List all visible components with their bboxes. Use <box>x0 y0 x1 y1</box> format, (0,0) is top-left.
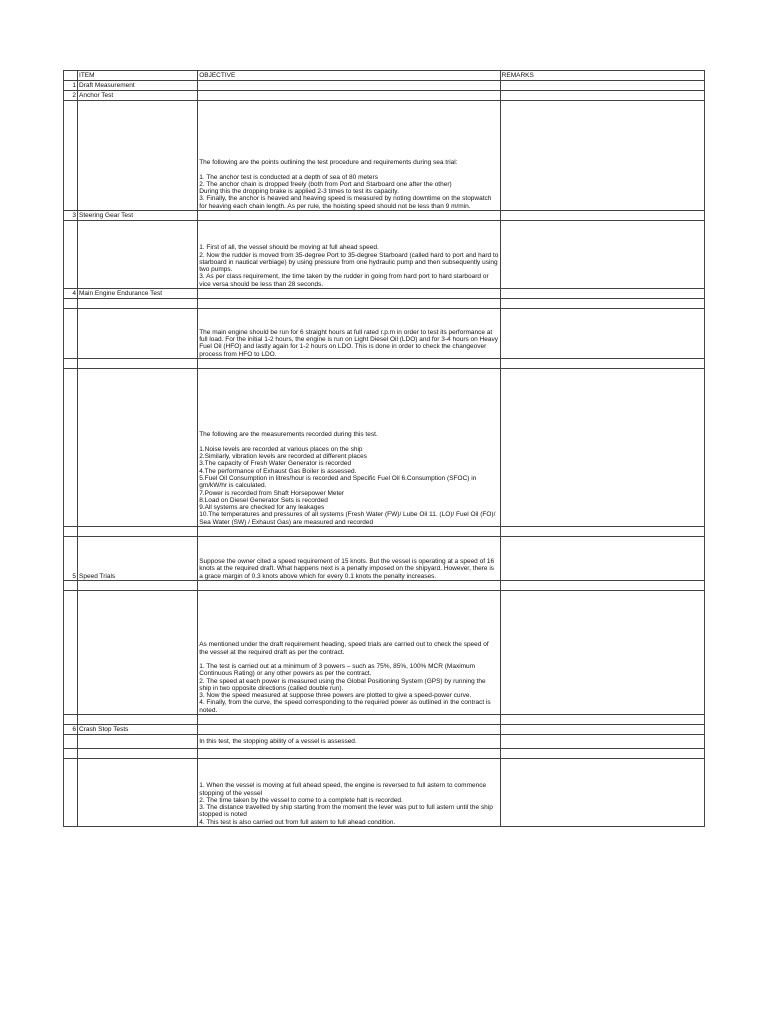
remarks-cell[interactable] <box>500 211 704 221</box>
remarks-cell[interactable] <box>500 537 704 581</box>
row-number <box>64 581 78 591</box>
objective-line: 1. When the vessel is moving at full ahead speed, the engine is reversed to full astern to commence stopping of the vessel <box>199 782 487 797</box>
objective-line: 1. The test is carried out at a minimum of 3 powers – such as 75%, 85%, 100% MCR (Maximum Continuous Rating) or any other powers as per the contract. <box>199 662 476 678</box>
row-number: 3 <box>64 211 78 221</box>
table-row <box>64 211 705 221</box>
row-number <box>64 221 78 289</box>
table-row <box>64 91 705 101</box>
objective-cell[interactable]: In this test, the stopping ability of a vessel is assessed. <box>198 735 500 749</box>
objective-line: 2.Similarly, vibration levels are recorded at different places <box>199 453 367 461</box>
item-cell[interactable]: Main Engine Endurance Test <box>78 289 198 299</box>
objective-line: 4.The performance of Exhaust Gas Boiler is assessed. <box>199 467 357 475</box>
objective-cell[interactable] <box>198 591 500 715</box>
row-number <box>64 527 78 537</box>
item-cell[interactable] <box>78 359 198 369</box>
objective-line: 4. This test is also carried out from full astern to full ahead condition. <box>199 818 396 826</box>
header-objective-cell[interactable]: OBJECTIVE <box>198 71 500 81</box>
objective-cell[interactable] <box>198 309 500 359</box>
header-remarks-cell[interactable]: REMARKS <box>500 71 704 81</box>
row-number: 1 <box>64 81 78 91</box>
table-row <box>64 527 705 537</box>
item-cell[interactable] <box>78 581 198 591</box>
remarks-cell[interactable] <box>500 581 704 591</box>
remarks-cell[interactable] <box>500 101 704 211</box>
item-cell[interactable] <box>78 369 198 527</box>
table-row <box>64 715 705 725</box>
table-row <box>64 289 705 299</box>
item-cell[interactable] <box>78 735 198 749</box>
table-row <box>64 81 705 91</box>
objective-cell[interactable] <box>198 537 500 581</box>
remarks-cell[interactable] <box>500 369 704 527</box>
table-row <box>64 725 705 735</box>
remarks-cell[interactable] <box>500 309 704 359</box>
objective-line: 3. Finally, the anchor is heaved and heaving speed is measured by noting downtime on the stopwatch for heaving each chain length. As per rule, the hoisting speed should not be less than 9 m/min. <box>199 195 492 210</box>
item-cell[interactable]: Steering Gear Test <box>78 211 198 221</box>
table-row <box>64 759 705 827</box>
objective-text: Suppose the owner cited a speed requirement of 15 knots. But the vessel is operating at a speed of 16 knots at the required draft. What happens next is a penalty imposed on the shipyard. However, there is a grace margin of 0.3 knots above which for every 0.1 knots the penalty increases. <box>199 558 495 580</box>
remarks-cell[interactable] <box>500 289 704 299</box>
remarks-cell[interactable] <box>500 725 704 735</box>
objective-cell[interactable] <box>198 759 500 827</box>
objective-cell[interactable] <box>198 359 500 369</box>
table-row <box>64 581 705 591</box>
row-number <box>64 369 78 527</box>
objective-line: 1. The anchor test is conducted at a depth of sea of 80 meters <box>199 173 378 181</box>
header-num-cell <box>64 71 78 81</box>
remarks-cell[interactable] <box>500 715 704 725</box>
objective-intro: The following are the points outlining the test procedure and requirements during sea trial: <box>199 159 458 167</box>
objective-line: 4. Finally, from the curve, the speed corresponding to the required power as outlined in the contract is noted. <box>199 699 491 714</box>
table-row <box>64 221 705 289</box>
table-row <box>64 309 705 359</box>
objective-text: The main engine should be run for 6 straight hours at full rated r.p.m in order to test its performance at full load. For the initial 1-2 hours, the engine is run on Light Diesel Oil (LDO) and for 3-4 hours on Heavy Fuel Oil (HFO) and lastly again for 1-2 hours on LDO. This is done in order to check the changeover process from HFO to LDO. <box>199 328 498 358</box>
objective-cell[interactable] <box>198 81 500 91</box>
item-cell[interactable]: Speed Trials <box>78 537 198 581</box>
row-number <box>64 359 78 369</box>
objective-line: 7.Power is recorded from Shaft Horsepower Meter <box>199 489 345 497</box>
item-cell[interactable] <box>78 527 198 537</box>
remarks-cell[interactable] <box>500 91 704 101</box>
item-cell[interactable]: Anchor Test <box>78 91 198 101</box>
header-item-cell[interactable]: ITEM <box>78 71 198 81</box>
objective-cell[interactable] <box>198 749 500 759</box>
item-cell[interactable] <box>78 299 198 309</box>
objective-cell[interactable] <box>198 725 500 735</box>
row-number <box>64 735 78 749</box>
objective-cell[interactable] <box>198 715 500 725</box>
table-row <box>64 537 705 581</box>
objective-line: 9.All systems are checked for any leakages <box>199 504 325 512</box>
item-cell[interactable] <box>78 749 198 759</box>
table-row <box>64 369 705 527</box>
trial-table <box>63 70 705 827</box>
row-number <box>64 591 78 715</box>
objective-line: 2. The anchor chain is dropped freely (both from Port and Starboard one after the other) <box>199 180 452 188</box>
table-row <box>64 101 705 211</box>
objective-cell[interactable] <box>198 211 500 221</box>
objective-line: 1. First of all, the vessel should be moving at full ahead speed. <box>199 244 379 252</box>
table-row <box>64 749 705 759</box>
objective-line: 10.The temperatures and pressures of all systems (Fresh Water (FW)/ Lube Oil 11. (LO)/ Fuel Oil (FO)/ Sea Water (SW) / Exhaust Gas) are measured and recorded <box>199 511 496 526</box>
objective-intro: As mentioned under the draft requirement heading, speed trials are carried out to check the speed of the vessel at the required draft as per the contract. <box>199 641 489 656</box>
remarks-cell[interactable] <box>500 735 704 749</box>
objective-line: 2. The speed at each power is measured using the Global Positioning System (GPS) by running the ship in two opposite directions (called double run). <box>199 677 486 692</box>
row-number: 5 <box>64 537 78 581</box>
remarks-cell[interactable] <box>500 359 704 369</box>
row-number: 2 <box>64 91 78 101</box>
item-cell[interactable] <box>78 591 198 715</box>
remarks-cell[interactable] <box>500 749 704 759</box>
row-number: 6 <box>64 725 78 735</box>
remarks-cell[interactable] <box>500 591 704 715</box>
objective-line: 3. The distance travelled by ship starting from the moment the lever was put to full astern until the ship stopped is noted <box>199 804 493 819</box>
objective-line: 3.The capacity of Fresh Water Generator is recorded <box>199 460 352 468</box>
item-cell[interactable]: Draft Measurement <box>78 81 198 91</box>
row-number <box>64 299 78 309</box>
objective-cell[interactable] <box>198 289 500 299</box>
item-cell[interactable]: Crash Stop Tests <box>78 725 198 735</box>
objective-line: 2. The time taken by the vessel to come to a complete halt is recorded. <box>199 796 403 804</box>
remarks-cell[interactable] <box>500 299 704 309</box>
item-cell[interactable] <box>78 221 198 289</box>
remarks-cell[interactable] <box>500 221 704 289</box>
remarks-cell[interactable] <box>500 759 704 827</box>
objective-line: 2. Now the rudder is moved from 35-degree Port to 35-degree Starboard (called hard to port and hard to starboard in nautical verbiage) by using pressure from one hydraulic pump and then subsequently using two pumps. <box>199 251 499 274</box>
objective-cell[interactable] <box>198 369 500 527</box>
objective-cell[interactable] <box>198 581 500 591</box>
table-row <box>64 735 705 749</box>
objective-line: 3. Now the speed measured at suppose three powers are plotted to give a speed-power curve. <box>199 692 472 700</box>
table-row <box>64 359 705 369</box>
objective-cell[interactable] <box>198 527 500 537</box>
objective-line: 8.Load on Diesel Generator Sets is recorded <box>199 496 328 504</box>
table-row <box>64 299 705 309</box>
objective-cell[interactable] <box>198 299 500 309</box>
row-number <box>64 759 78 827</box>
row-number: 4 <box>64 289 78 299</box>
item-cell[interactable] <box>78 759 198 827</box>
objective-line: 3. As per class requirement, the time taken by the rudder in going from hard port to hard starboard or vice versa should be less than 28 seconds. <box>199 273 489 288</box>
objective-cell[interactable] <box>198 101 500 211</box>
row-number <box>64 715 78 725</box>
item-cell[interactable] <box>78 715 198 725</box>
objective-line: 1.Noise levels are recorded at various places on the ship <box>199 445 363 453</box>
item-cell[interactable] <box>78 101 198 211</box>
objective-intro: The following are the measurements recorded during this test. <box>199 431 378 439</box>
item-cell[interactable] <box>78 309 198 359</box>
table-row <box>64 591 705 715</box>
row-number <box>64 101 78 211</box>
remarks-cell[interactable] <box>500 527 704 537</box>
objective-cell[interactable] <box>198 91 500 101</box>
remarks-cell[interactable] <box>500 81 704 91</box>
row-number <box>64 309 78 359</box>
objective-cell[interactable] <box>198 221 500 289</box>
header-row <box>64 71 705 81</box>
objective-line: During this the dropping brake is applied 2-3 times to test its capacity. <box>199 188 399 196</box>
objective-line: 5.Fuel Oil Consumption in litres/hour is recorded and Specific Fuel Oil 6.Consumption (SFOC) in gm/kW/hr is calculated. <box>199 474 477 490</box>
row-number <box>64 749 78 759</box>
